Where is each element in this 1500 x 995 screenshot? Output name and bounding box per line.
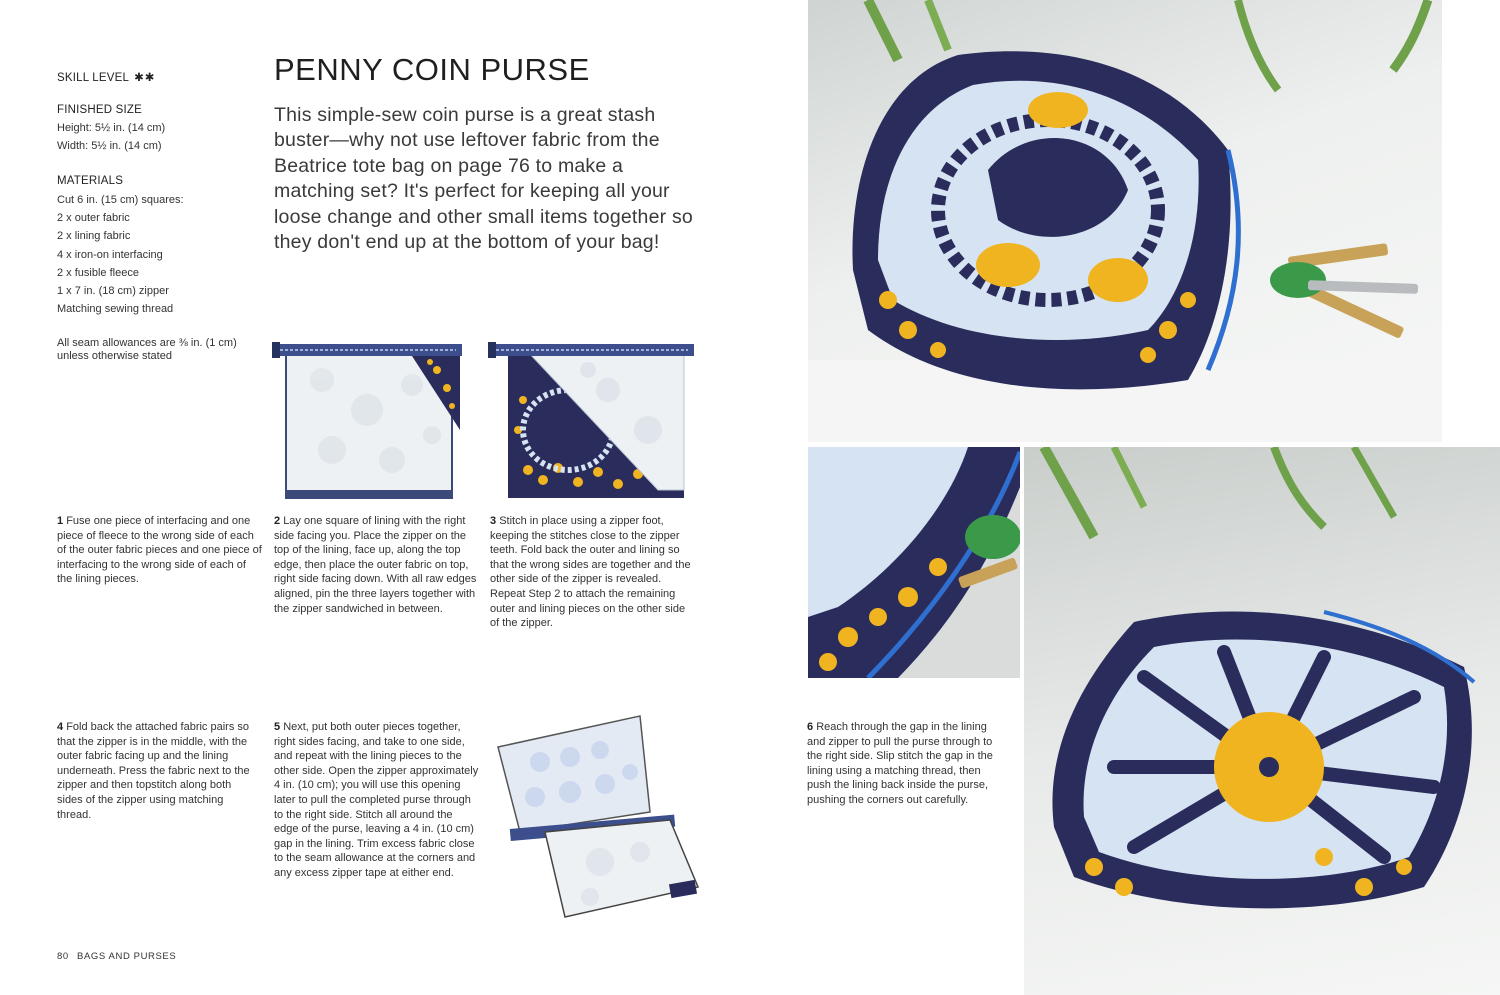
step-number: 4 bbox=[57, 721, 64, 733]
photo-purse-with-keys bbox=[808, 0, 1442, 442]
step-number: 2 bbox=[274, 515, 281, 527]
step-number: 1 bbox=[57, 515, 64, 527]
materials-item: 4 x iron-on interfacing bbox=[57, 248, 163, 261]
seam-note-line: All seam allowances are ⅜ in. (1 cm) bbox=[57, 337, 237, 349]
step-text: Lay one square of lining with the right side facing you. Place the zipper on the top of the lining, face up, along the top edge, then place the outer fabric on top, right side facing down. With all raw edges aligned, pin the three layers together with the zipper sandwiched in between. bbox=[274, 515, 477, 615]
step-2 bbox=[274, 514, 479, 616]
materials-list bbox=[57, 191, 184, 318]
step-6 bbox=[807, 720, 1007, 808]
step-text: Fold back the attached fabric pairs so that the zipper is in the middle, with the outer fabric facing up and the lining underneath. Press the fabric next to the zipper and then topstitch along both sides of the zipper using matching thread. bbox=[57, 721, 250, 821]
materials-item: 2 x fusible fleece bbox=[57, 266, 139, 279]
step-5 bbox=[274, 720, 479, 881]
step-2-illustration bbox=[272, 340, 464, 502]
materials-item: 2 x outer fabric bbox=[57, 212, 130, 225]
materials-item: 2 x lining fabric bbox=[57, 230, 131, 243]
seam-allowance-note bbox=[57, 337, 237, 363]
page-footer bbox=[57, 951, 176, 962]
step-3 bbox=[490, 514, 695, 631]
step-number: 6 bbox=[807, 721, 814, 733]
step-text: Stitch in place using a zipper foot, keeping the stitches close to the zipper teeth. Fold back the outer and lining so that the wrong sides are together and the other side of the zipper is revealed. Repeat Step 2 to attach the remaining outer and lining pieces on the other side of the zipper. bbox=[490, 515, 691, 630]
photo-finished-purse bbox=[1024, 447, 1500, 995]
step-4 bbox=[57, 720, 260, 822]
intro-paragraph: This simple-sew coin purse is a great stash buster—why not use leftover fabric from the Beatrice tote bag on page 76 to make a matching set? It's perfect for keeping all your loose change and other small items together so they don't end up at the bottom of your bag! bbox=[274, 104, 693, 254]
section-name: BAGS AND PURSES bbox=[77, 951, 177, 962]
step-1 bbox=[57, 514, 262, 587]
skill-level bbox=[57, 70, 155, 84]
step-text: Fuse one piece of interfacing and one piece of fleece to the wrong side of each of the outer fabric pieces and one piece of interfacing to the wrong side of each of the lining pieces. bbox=[57, 515, 262, 586]
skill-level-stars: ✱✱ bbox=[134, 72, 156, 84]
finished-size-heading: FINISHED SIZE bbox=[57, 104, 143, 116]
step-text: Reach through the gap in the lining and zipper to pull the purse through to the right side. Slip stitch the gap in the lining using a matching thread, then push the lining back inside the purse, pushing the corners out carefully. bbox=[807, 721, 993, 806]
step-3-illustration bbox=[488, 340, 696, 502]
page-number: 80 bbox=[57, 951, 69, 962]
step-text: Next, put both outer pieces together, right sides facing, and take to one side, and repeat with the lining pieces to the other side. Open the zipper approximately 4 in. (10 cm); you will use this opening later to pull the completed purse through to the right side. Stitch all around the edge of the purse, leaving a 4 in. (10 cm) gap in the lining. Trim excess fabric close to the seam allowance at the corners and any excess zipper tape at either end. bbox=[274, 721, 479, 879]
seam-note-line: unless otherwise stated bbox=[57, 350, 172, 362]
step-5-illustration bbox=[490, 712, 705, 922]
step-number: 3 bbox=[490, 515, 497, 527]
materials-item: 1 x 7 in. (18 cm) zipper bbox=[57, 285, 169, 298]
photo-zipper-detail bbox=[808, 447, 1020, 678]
materials-item: Cut 6 in. (15 cm) squares: bbox=[57, 194, 184, 206]
page-title: PENNY COIN PURSE bbox=[274, 52, 590, 87]
step-number: 5 bbox=[274, 721, 281, 733]
skill-level-label: SKILL LEVEL bbox=[57, 72, 129, 84]
finished-width: Width: 5½ in. (14 cm) bbox=[57, 140, 162, 152]
materials-heading: MATERIALS bbox=[57, 175, 124, 187]
materials-item: Matching sewing thread bbox=[57, 303, 174, 316]
finished-height: Height: 5½ in. (14 cm) bbox=[57, 122, 166, 134]
